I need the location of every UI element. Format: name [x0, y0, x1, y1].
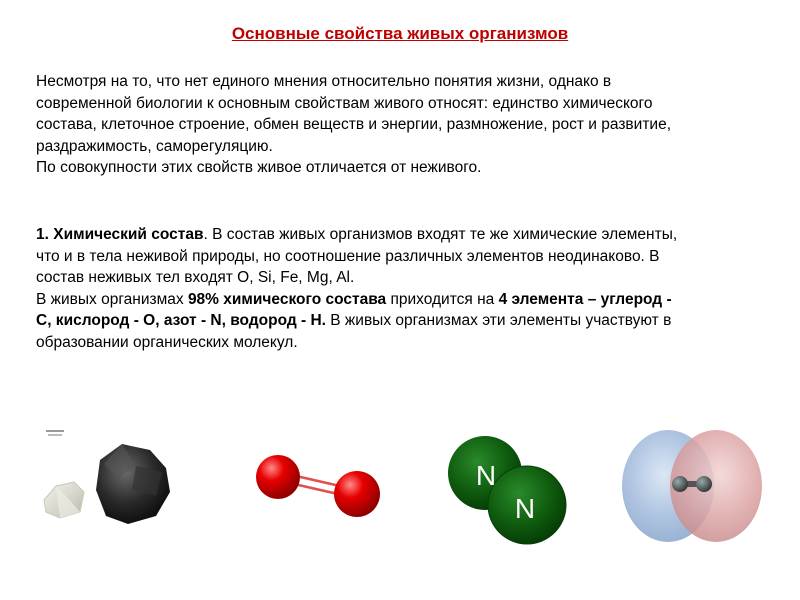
intro-line: раздражимость, саморегуляцию.	[36, 137, 273, 155]
oxygen-molecule	[245, 452, 395, 532]
label-bar	[46, 430, 64, 432]
section-line	[36, 289, 776, 311]
section-text: приходится на	[386, 290, 499, 308]
intro-line: Несмотря на то, что нет единого мнения относительно понятия жизни, однако в	[36, 73, 612, 90]
section-text: В живых организмах	[36, 290, 188, 308]
hydrogen-atom	[672, 476, 688, 492]
hydrogen-molecule	[618, 426, 768, 556]
section-line: что и в тела неживой природы, но соотношение различных элементов неодинаково. В	[36, 247, 660, 265]
illustrations-row	[0, 400, 800, 600]
bold-text: 4 элемента – углерод -	[498, 290, 672, 308]
section-line: состав неживых тел входят O, Si, Fe, Mg, Al.	[36, 269, 355, 286]
bold-text: 98% химического состава	[187, 290, 387, 308]
section-line	[36, 310, 776, 332]
section-text: . В состав живых организмов входят те же химические элементы,	[203, 226, 678, 243]
section-line	[36, 224, 776, 246]
hydrogen-atom	[696, 476, 712, 492]
oxygen-atom	[334, 471, 380, 517]
oxygen-atom	[256, 455, 300, 499]
bold-text: С, кислород - О, азот - N, водород - Н.	[36, 312, 326, 329]
page-title: Основные свойства живых организмов	[231, 24, 569, 43]
intro-line: состава, клеточное строение, обмен веществ и энергии, размножение, рост и развитие,	[36, 116, 672, 133]
nitrogen-label: N	[475, 460, 497, 491]
nitrogen-label: N	[514, 493, 536, 524]
section-line: образовании органических молекул.	[36, 333, 298, 351]
intro-line: По совокупности этих свойств живое отличается от неживого.	[36, 159, 482, 176]
intro-paragraph	[36, 71, 776, 179]
intro-line: современной биологии к основным свойствам живого относят: единство химического	[36, 94, 653, 112]
carbon-illustration	[36, 420, 196, 530]
nitrogen-molecule	[447, 428, 577, 548]
chemical-composition-paragraph	[36, 224, 776, 353]
label-bar	[48, 434, 62, 436]
section-heading: 1. Химический состав	[36, 226, 204, 243]
section-text: В живых организмах эти элементы участвуют в	[325, 312, 672, 329]
